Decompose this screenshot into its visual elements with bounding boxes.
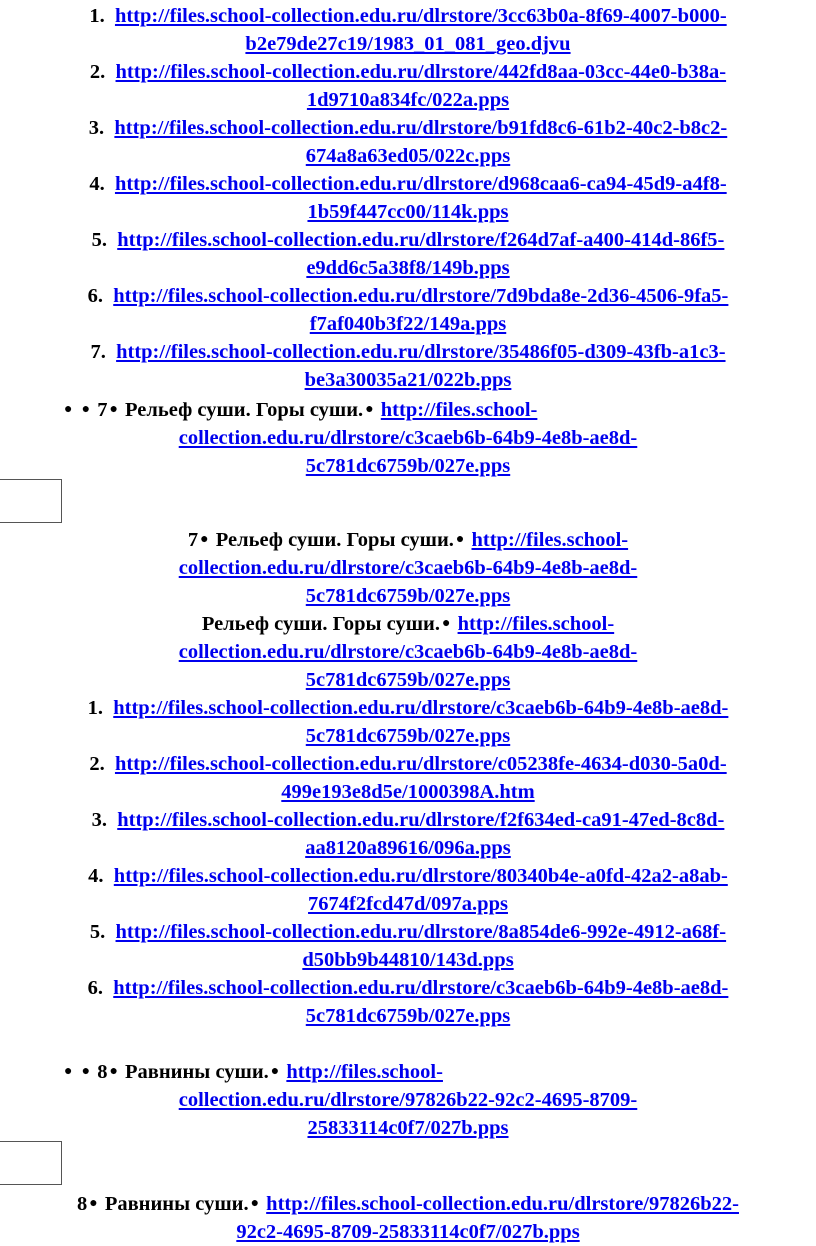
resource-link-cont[interactable]: b2e79de27c19/1983_01_081_geo.djvu: [245, 33, 571, 55]
plains-heading-bullets: [62, 1058, 443, 1089]
plains-link-part[interactable]: collection.edu.ru/dlrstore/97826b22-92c2-4695-8709-: [178, 1089, 638, 1111]
resource-link[interactable]: http://files.school-collection.edu.ru/dlrstore/7d9bda8e-2d36-4506-9fa5-: [113, 285, 729, 307]
bullet-icon: ●: [270, 1064, 280, 1079]
item-number: 7.: [90, 341, 106, 363]
relief-link-part[interactable]: 5c781dc6759b/027e.pps: [305, 585, 511, 607]
relief-link-part[interactable]: collection.edu.ru/dlrstore/c3caeb6b-64b9-4e8b-ae8d-: [178, 557, 638, 579]
relief-heading: [0, 526, 816, 557]
relief-link-cont: [0, 554, 816, 582]
resource-link-cont[interactable]: 7674f2fcd47d/097a.pps: [308, 893, 508, 915]
plains-link-cont: [0, 1086, 816, 1114]
list-item: [0, 282, 816, 310]
relief-heading-bullets: [62, 396, 537, 427]
resource-link[interactable]: http://files.school-collection.edu.ru/dlrstore/8a854de6-992e-4912-a68f-: [115, 921, 727, 943]
resource-link-cont[interactable]: 1d9710a834fc/022a.pps: [306, 89, 510, 111]
section-number: 7: [187, 529, 199, 551]
list-item: [0, 974, 816, 1002]
relief-link[interactable]: http://files.school-: [457, 613, 615, 635]
resource-link-cont[interactable]: 674a8a63ed05/022c.pps: [305, 145, 511, 167]
relief-link-part[interactable]: 5c781dc6759b/027e.pps: [305, 455, 511, 477]
bullet-icon: ●: [64, 1064, 73, 1079]
bullet-icon: ●: [250, 1196, 260, 1211]
resource-link[interactable]: http://files.school-collection.edu.ru/dlrstore/c3caeb6b-64b9-4e8b-ae8d-: [113, 977, 729, 999]
bullet-icon: ●: [455, 532, 465, 547]
section-number: 8: [97, 1061, 108, 1083]
list-item: [0, 694, 816, 722]
resource-link[interactable]: http://files.school-collection.edu.ru/dlrstore/c05238fe-4634-d030-5a0d-: [114, 753, 727, 775]
relief-link-part[interactable]: 5c781dc6759b/027e.pps: [305, 669, 511, 691]
item-number: 3.: [91, 809, 107, 831]
list-item-cont: [0, 890, 816, 918]
list-item-cont: [0, 254, 816, 282]
bullet-icon: ●: [200, 532, 209, 547]
item-number: 1.: [89, 5, 105, 27]
plains-link[interactable]: http://files.school-collection.edu.ru/dlrstore/97826b22-: [266, 1193, 739, 1215]
resource-link[interactable]: http://files.school-collection.edu.ru/dlrstore/442fd8aa-03cc-44e0-b38a-: [115, 61, 727, 83]
list-item: [0, 2, 816, 30]
item-number: 6.: [87, 285, 103, 307]
list-item: [0, 226, 816, 254]
resource-link-cont[interactable]: be3a30035a21/022b.pps: [304, 369, 512, 391]
list-item-cont: [0, 310, 816, 338]
section-title: Рельеф суши. Горы суши.: [125, 399, 364, 421]
relief-link-cont: [0, 666, 816, 694]
bullet-icon: ●: [81, 402, 91, 417]
list-item-cont: [0, 198, 816, 226]
resource-link[interactable]: http://files.school-collection.edu.ru/dlrstore/35486f05-d309-43fb-a1c3-: [116, 341, 726, 363]
item-number: 3.: [88, 117, 105, 139]
list-item: [0, 338, 816, 366]
item-number: 2.: [89, 61, 106, 83]
resource-link[interactable]: http://files.school-collection.edu.ru/dlrstore/b91fd8c6-61b2-40c2-b8c2-: [114, 117, 728, 139]
section-number: 7: [97, 399, 108, 421]
list-item: [0, 114, 816, 142]
relief-link-cont: [0, 582, 816, 610]
resource-link-cont[interactable]: d50bb9b44810/143d.pps: [302, 949, 514, 971]
empty-frame-box: [0, 1141, 62, 1185]
resource-link-cont[interactable]: aa8120a89616/096a.pps: [305, 837, 511, 859]
resource-link-cont[interactable]: 5c781dc6759b/027e.pps: [305, 725, 511, 747]
section-title: Рельеф суши. Горы суши.: [201, 613, 440, 635]
list-item-cont: [0, 1002, 816, 1030]
list-item: [0, 918, 816, 946]
section-title: Равнины суши.: [104, 1193, 249, 1215]
bullet-icon: ●: [109, 402, 118, 417]
bullet-icon: ●: [89, 1196, 98, 1211]
relief-link-cont: [0, 424, 816, 452]
section-title: Равнины суши.: [125, 1061, 269, 1083]
item-number: 5.: [89, 921, 106, 943]
relief-link-cont: [0, 452, 816, 480]
bullet-icon: ●: [64, 402, 73, 417]
plains-link-part[interactable]: 25833114c0f7/027b.pps: [307, 1117, 509, 1139]
plains-link-cont: [0, 1218, 816, 1246]
item-number: 4.: [89, 173, 105, 195]
bullet-icon: ●: [441, 616, 451, 631]
list-item-cont: [0, 778, 816, 806]
resource-link-cont[interactable]: 5c781dc6759b/027e.pps: [305, 1005, 511, 1027]
plains-link[interactable]: http://files.school-: [286, 1061, 443, 1083]
section-title: Рельеф суши. Горы суши.: [215, 529, 454, 551]
resource-link-cont[interactable]: e9dd6c5a38f8/149b.pps: [306, 257, 510, 279]
list-item-cont: [0, 366, 816, 394]
list-item-cont: [0, 86, 816, 114]
plains-heading: [0, 1190, 816, 1221]
list-item-cont: [0, 30, 816, 58]
bullet-icon: ●: [109, 1064, 118, 1079]
list-item-cont: [0, 834, 816, 862]
relief-link[interactable]: http://files.school-: [380, 399, 538, 421]
relief-link-part[interactable]: collection.edu.ru/dlrstore/c3caeb6b-64b9-4e8b-ae8d-: [178, 641, 638, 663]
list-item: [0, 170, 816, 198]
bullet-icon: ●: [81, 1064, 91, 1079]
resource-link[interactable]: http://files.school-collection.edu.ru/dlrstore/3cc63b0a-8f69-4007-b000-: [114, 5, 727, 27]
list-item: [0, 862, 816, 890]
resource-link-cont[interactable]: 1b59f447cc00/114k.pps: [307, 201, 509, 223]
item-number: 5.: [91, 229, 107, 251]
item-number: 1.: [87, 697, 103, 719]
resource-link[interactable]: http://files.school-collection.edu.ru/dlrstore/d968caa6-ca94-45d9-a4f8-: [114, 173, 727, 195]
resource-link[interactable]: http://files.school-collection.edu.ru/dlrstore/80340b4e-a0fd-42a2-a8ab-: [113, 865, 728, 887]
plains-link-part[interactable]: 92c2-4695-8709-25833114c0f7/027b.pps: [236, 1221, 580, 1243]
relief-link[interactable]: http://files.school-: [471, 529, 629, 551]
item-number: 2.: [89, 753, 105, 775]
relief-link-part[interactable]: collection.edu.ru/dlrstore/c3caeb6b-64b9-4e8b-ae8d-: [178, 427, 638, 449]
list-item-cont: [0, 946, 816, 974]
item-number: 6.: [87, 977, 103, 999]
relief-link-cont: [0, 638, 816, 666]
list-item: [0, 750, 816, 778]
section-number: 8: [77, 1193, 88, 1215]
resource-link[interactable]: http://files.school-collection.edu.ru/dlrstore/c3caeb6b-64b9-4e8b-ae8d-: [113, 697, 729, 719]
item-number: 4.: [88, 865, 104, 887]
resource-link-cont[interactable]: 499e193e8d5e/1000398A.htm: [281, 781, 535, 803]
list-item: [0, 806, 816, 834]
empty-frame-box: [0, 479, 62, 523]
list-item-cont: [0, 142, 816, 170]
resource-link-cont[interactable]: f7af040b3f22/149a.pps: [309, 313, 507, 335]
list-item: [0, 58, 816, 86]
resource-link[interactable]: http://files.school-collection.edu.ru/dlrstore/f264d7af-a400-414d-86f5-: [117, 229, 725, 251]
plains-link-cont: [0, 1114, 816, 1142]
resource-link[interactable]: http://files.school-collection.edu.ru/dlrstore/f2f634ed-ca91-47ed-8c8d-: [117, 809, 725, 831]
relief-heading: [0, 610, 816, 641]
bullet-icon: ●: [365, 402, 374, 417]
list-item-cont: [0, 722, 816, 750]
